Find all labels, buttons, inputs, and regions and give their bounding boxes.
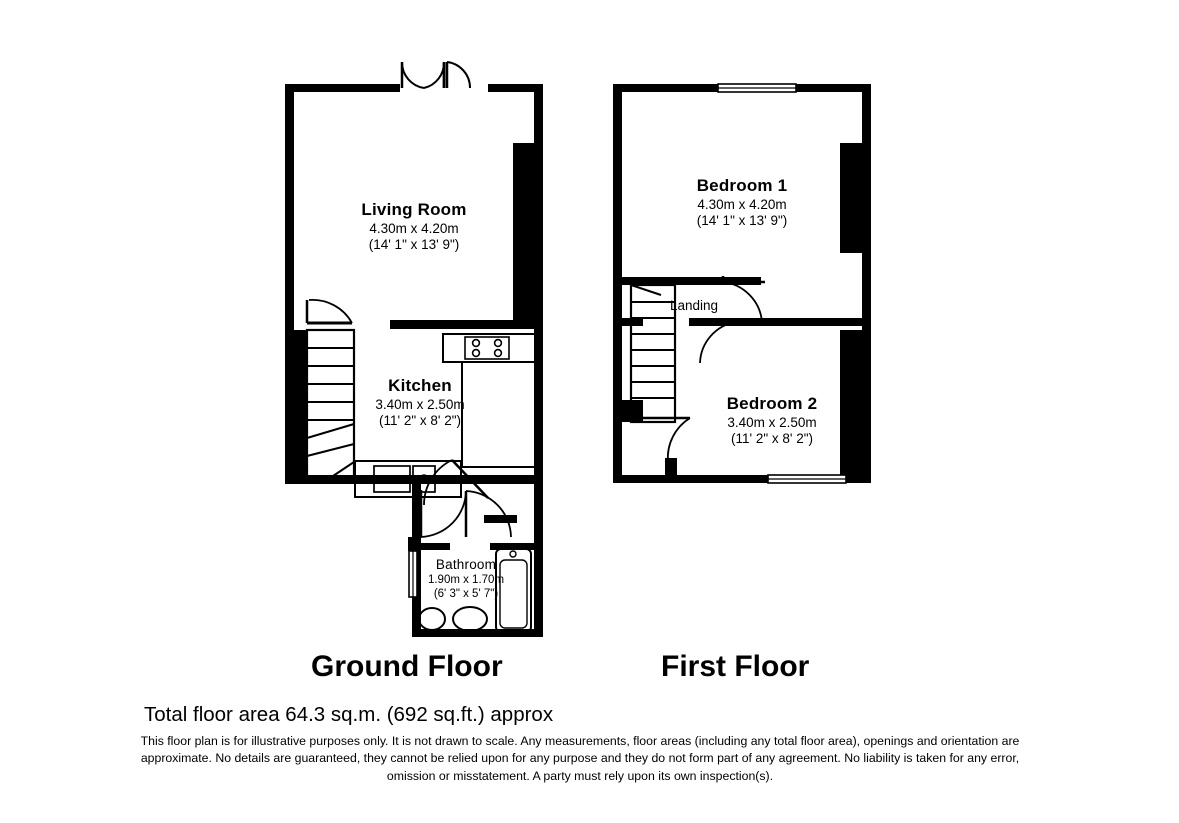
room-label-bedroom-2	[671, 394, 873, 448]
total-floor-area: Total floor area 64.3 sq.m. (692 sq.ft.) approx	[144, 703, 554, 726]
room-label-kitchen	[319, 376, 521, 430]
room-dimensions-metric: 4.30m x 4.20m	[369, 220, 459, 236]
disclaimer-text: This floor plan is for illustrative purposes only. It is not drawn to scale. Any measurements, floor areas (including any total floor area), openings and orientation are approximate. No details are guaranteed, they cannot be relied upon for any purpose and they do not form part of any agreement. No liability is taken for any error, omission or misstatement. A party must rely upon its own inspection(s).	[140, 734, 1020, 783]
room-name: Living Room	[361, 200, 467, 219]
room-dimensions-imperial: (14' 1" x 13' 9")	[696, 213, 788, 229]
floor-title-first: First Floor	[661, 650, 810, 683]
room-dimensions-imperial: (14' 1" x 13' 9")	[368, 237, 460, 253]
room-dimensions-metric: 4.30m x 4.20m	[697, 196, 787, 212]
room-label-bathroom	[390, 557, 542, 602]
window-icon	[718, 84, 796, 92]
basin-icon	[419, 608, 445, 630]
room-name: Bedroom 1	[696, 176, 788, 195]
ground-floor-plan	[285, 62, 543, 637]
room-name: Kitchen	[388, 376, 452, 395]
room-dimensions-imperial: (6' 3" x 5' 7")	[433, 588, 499, 601]
room-label-bedroom-1	[641, 176, 843, 230]
room-label-landing: Landing	[670, 298, 719, 313]
floor-title-ground: Ground Floor	[311, 650, 503, 683]
room-dimensions-metric: 3.40m x 2.50m	[727, 414, 817, 430]
room-dimensions-metric: 3.40m x 2.50m	[375, 396, 465, 412]
window-icon	[768, 475, 846, 483]
room-name: Bathroom	[435, 557, 497, 572]
toilet-icon	[453, 607, 487, 631]
room-dimensions-imperial: (11' 2" x 8' 2")	[730, 431, 814, 447]
room-label-living-room	[313, 200, 515, 254]
room-dimensions-imperial: (11' 2" x 8' 2")	[378, 413, 462, 429]
hob-icon	[465, 337, 509, 359]
room-dimensions-metric: 1.90m x 1.70m	[427, 574, 505, 587]
room-name: Bedroom 2	[726, 394, 818, 413]
